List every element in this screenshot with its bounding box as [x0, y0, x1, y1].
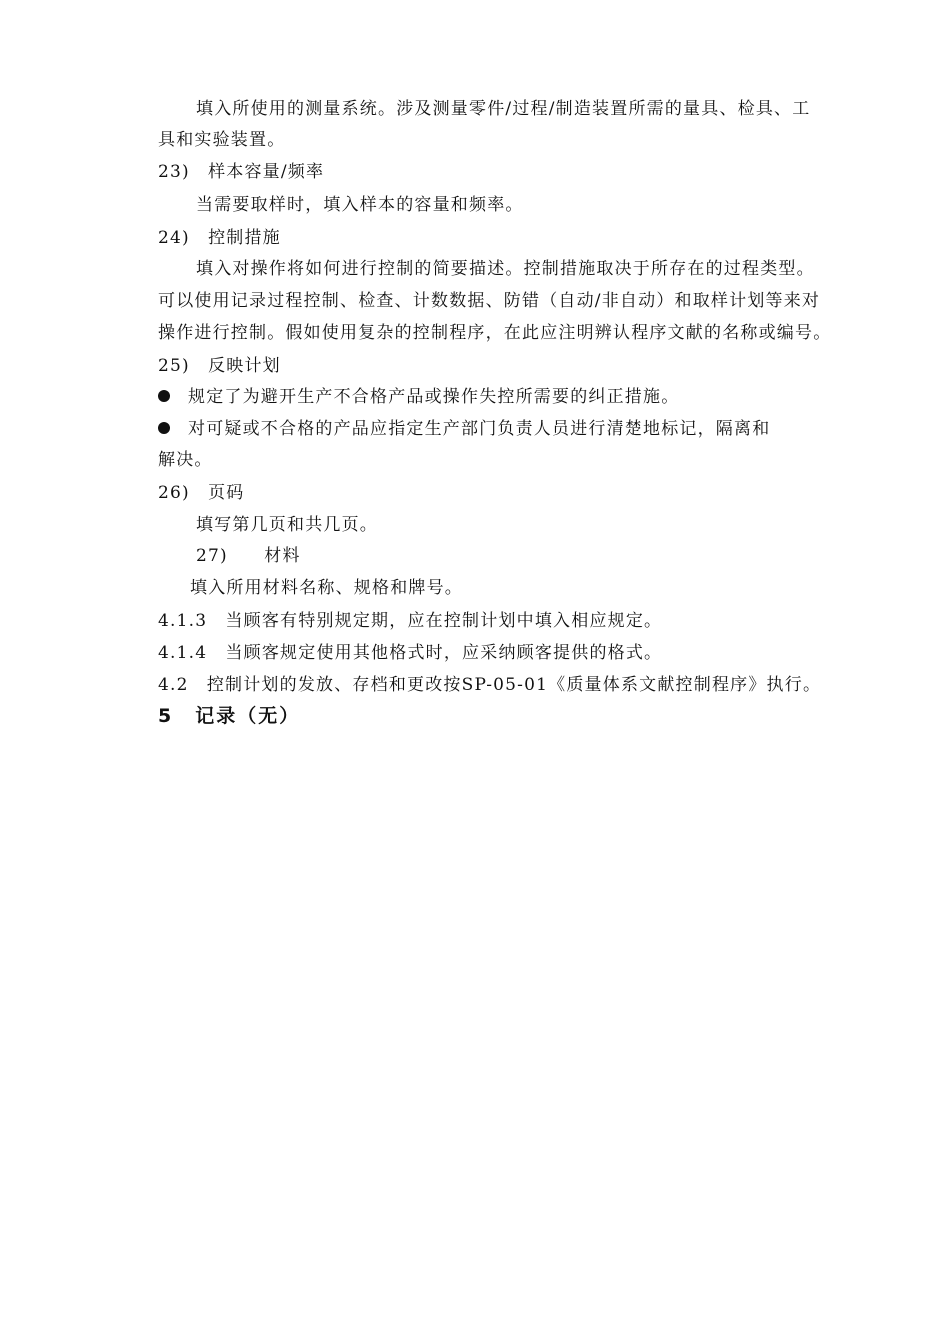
section-5-title: 记录（无） — [195, 705, 301, 727]
section-4-1-3: 4.1.3 当顾客有特别规定期，应在控制计划中填入相应规定。 — [158, 611, 663, 631]
item-23-text: 当需要取样时，填入样本的容量和频率。 — [196, 195, 524, 215]
bullet-item-1-text: 规定了为避开生产不合格产品或操作失控所需要的纠正措施。 — [188, 387, 680, 407]
section-4-1-4: 4.1.4 当顾客规定使用其他格式时，应采纳顾客提供的格式。 — [158, 643, 663, 663]
item-23-title: 23) 样本容量/频率 — [158, 162, 325, 182]
item-25-title: 25) 反映计划 — [158, 356, 281, 376]
item-27-text: 填入所用材料名称、规格和牌号。 — [190, 578, 463, 598]
item-26-title: 26) 页码 — [158, 483, 245, 503]
item-24-line3: 操作进行控制。假如使用复杂的控制程序，在此应注明辨认程序文献的名称或编号。 — [158, 323, 832, 343]
bullet-item-2-line2: 解决。 — [158, 450, 213, 470]
bullet-item-2-text: 对可疑或不合格的产品应指定生产部门负责人员进行清楚地标记，隔离和 — [188, 419, 771, 439]
bullet-item-2 — [158, 418, 770, 440]
item-24-title: 24) 控制措施 — [158, 228, 281, 248]
bullet-item-1 — [158, 386, 679, 408]
paragraph-measurement-line1: 填入所使用的测量系统。涉及测量零件/过程/制造装置所需的量具、检具、工 — [196, 99, 811, 119]
item-24-line1: 填入对操作将如何进行控制的简要描述。控制措施取决于所存在的过程类型。 — [196, 259, 815, 279]
bullet-icon — [158, 390, 170, 402]
section-4-2: 4.2 控制计划的发放、存档和更改按SP-05-01《质量体系文献控制程序》执行。 — [158, 675, 822, 695]
item-27-title: 27) 材料 — [196, 546, 301, 566]
item-24-line2: 可以使用记录过程控制、检查、计数数据、防错（自动/非自动）和取样计划等来对 — [158, 291, 821, 311]
item-26-text: 填写第几页和共几页。 — [196, 515, 378, 535]
bullet-icon — [158, 422, 170, 434]
section-5-number: 5 — [158, 705, 174, 727]
paragraph-measurement-line2: 具和实验装置。 — [158, 130, 286, 150]
section-5-heading — [158, 705, 300, 727]
